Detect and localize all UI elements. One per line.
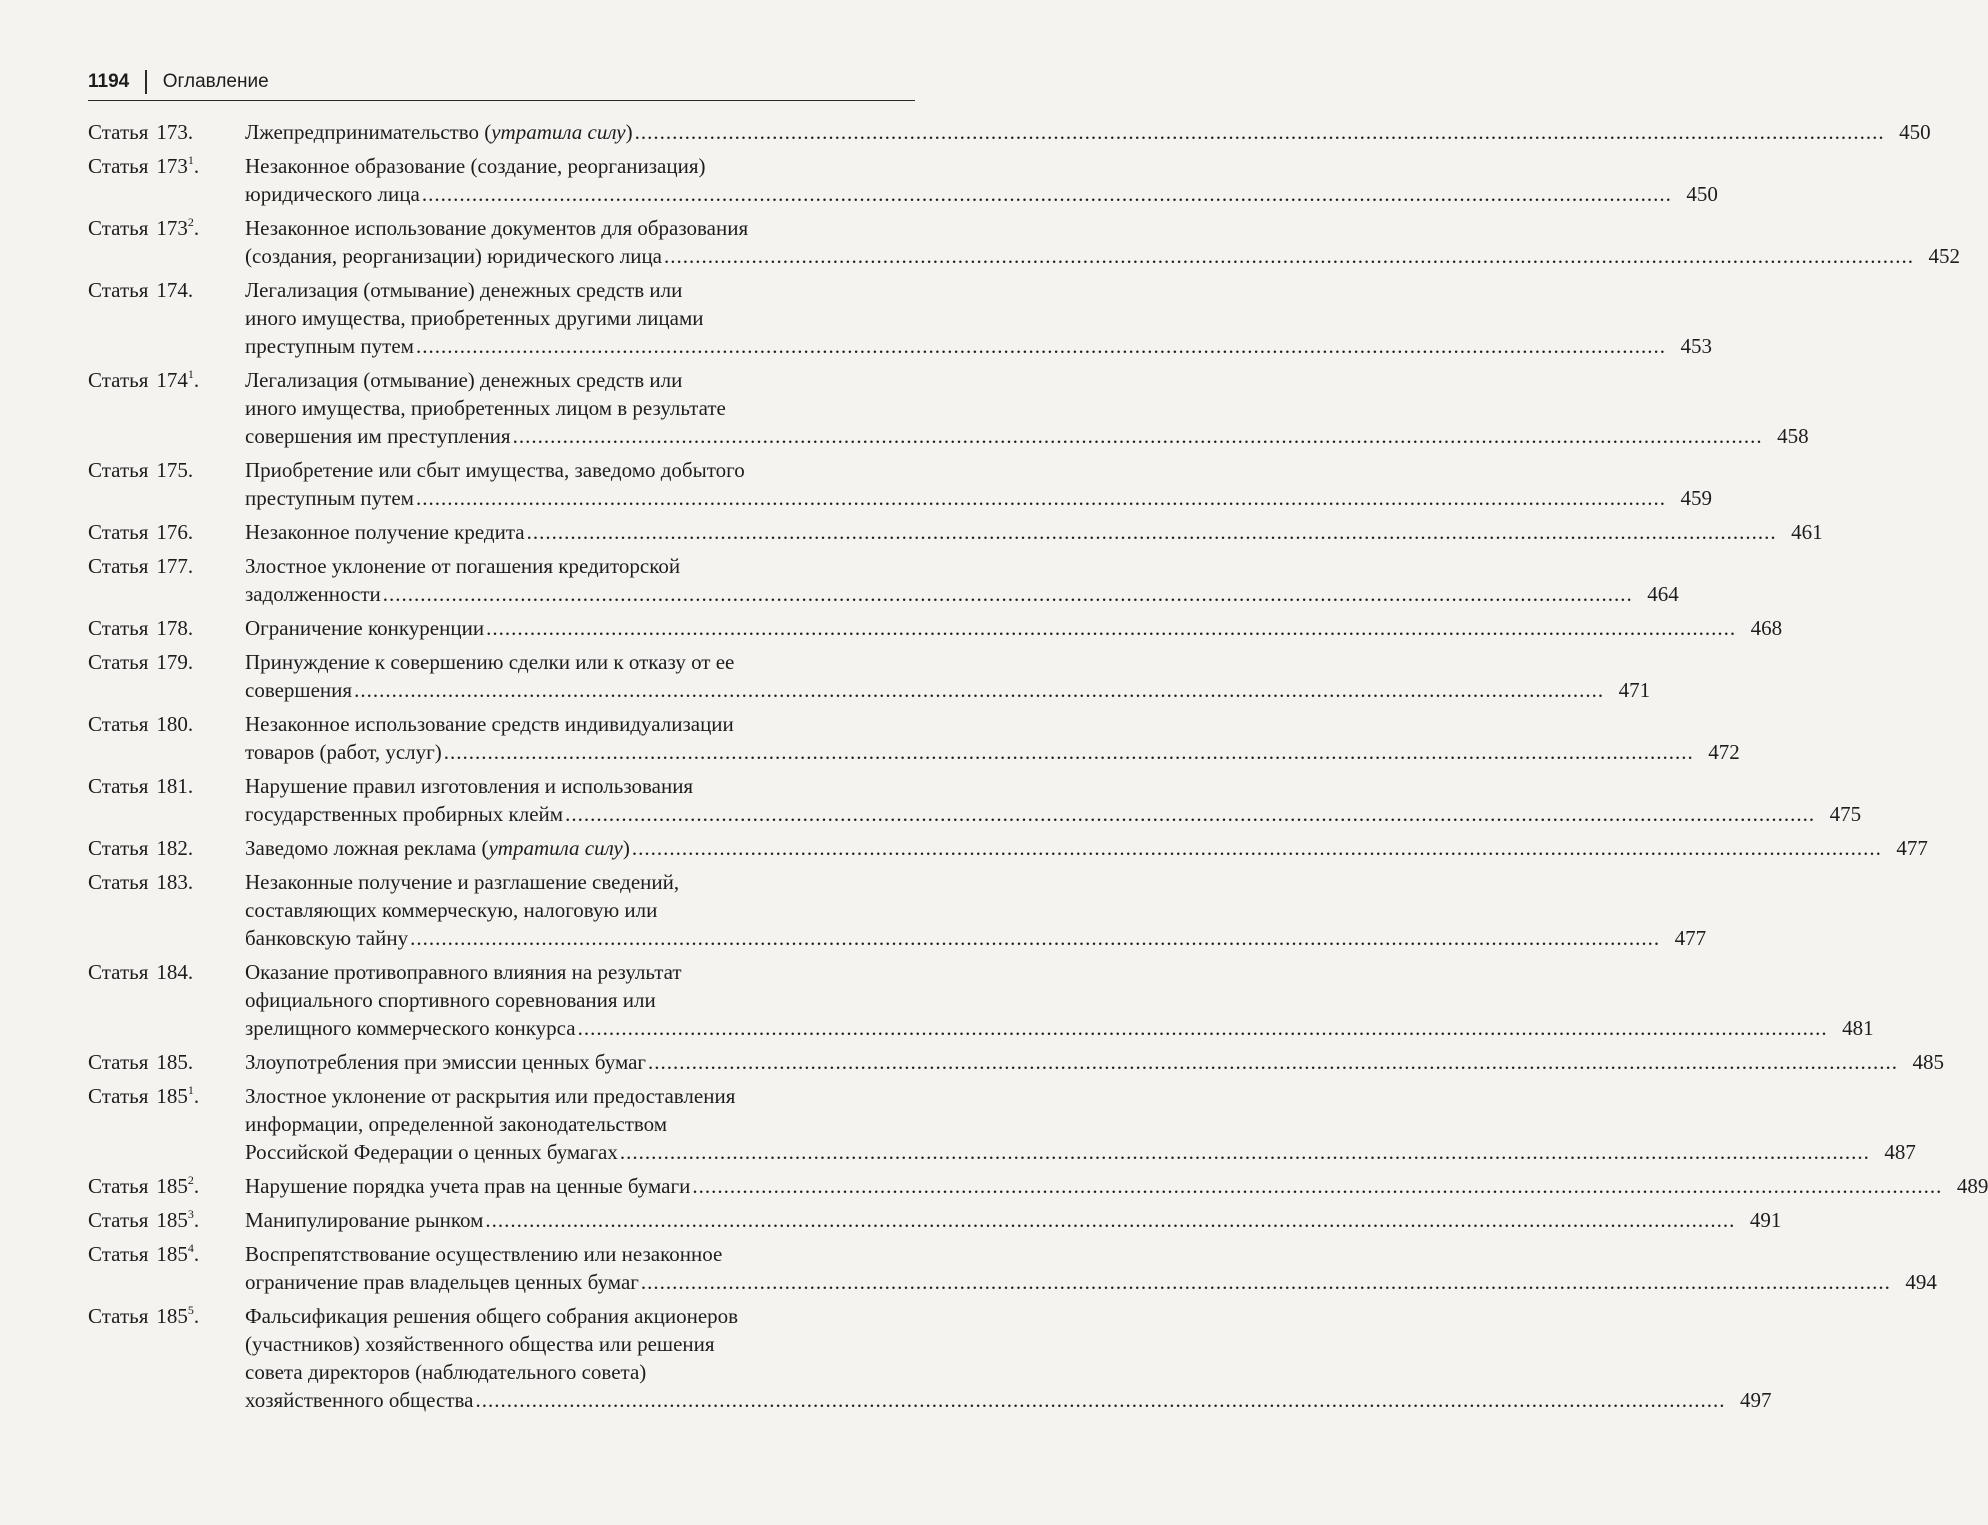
article-title — [245, 1206, 1782, 1234]
toc-entry[interactable] — [88, 1082, 1916, 1166]
title-line: (создания, реорганизации) юридического лица — [245, 244, 663, 268]
page-number: 1194 — [88, 71, 130, 92]
page-ref[interactable]: 471 — [1618, 678, 1651, 702]
dot-leader — [475, 1386, 1725, 1414]
title-line: Незаконные получение и разглашение сведений, — [245, 870, 680, 894]
article-title — [245, 1082, 1916, 1166]
title-line: ограничение прав владельцев ценных бумаг — [245, 1270, 639, 1294]
page-ref[interactable]: 452 — [1928, 244, 1961, 268]
dot-leader — [416, 332, 1666, 360]
title-line: преступным путем — [245, 486, 414, 510]
article-num: 173 — [156, 216, 188, 240]
article-label: Статья — [88, 836, 149, 860]
article-num: 182 — [156, 836, 188, 860]
article-number: Статья 179. — [88, 650, 194, 674]
title-line: иного имущества, приобретенных лицом в результате — [245, 396, 726, 420]
article-label: Статья — [88, 616, 149, 640]
toc-entry[interactable] — [88, 1302, 1772, 1414]
page-ref[interactable]: 477 — [1674, 926, 1707, 950]
dot-leader — [527, 518, 1777, 546]
article-number: Статья $185^3$. — [88, 1207, 200, 1232]
dot-leader — [664, 242, 1914, 270]
article-title — [245, 518, 1823, 546]
article-num: 173 — [156, 154, 188, 178]
article-superscript: 2 — [187, 215, 194, 229]
toc-entry[interactable] — [88, 366, 1809, 450]
article-num: 180 — [156, 712, 188, 736]
article-num: 181 — [156, 774, 188, 798]
page-ref[interactable]: 472 — [1708, 740, 1740, 764]
article-label: Статья — [88, 870, 149, 894]
article-num: 183 — [156, 870, 188, 894]
article-number: Статья 177. — [88, 554, 194, 578]
dot-leader — [485, 1206, 1735, 1234]
article-number: Статья $173^1$. — [88, 153, 200, 178]
article-title — [245, 648, 1650, 704]
section-title: Оглавление — [162, 71, 269, 92]
article-number: Статья 181. — [88, 774, 194, 798]
dot-leader — [416, 484, 1666, 512]
title-line: Нарушение правил изготовления и использования — [245, 774, 694, 798]
table-of-contents — [88, 118, 1988, 1420]
article-num: 177 — [156, 554, 188, 578]
title-line: Заведомо ложная реклама (утратила силу) — [245, 836, 630, 860]
article-title — [245, 1048, 1945, 1076]
article-label: Статья — [88, 278, 149, 302]
article-label: Статья — [88, 1050, 149, 1074]
article-number: Статья 185. — [88, 1050, 194, 1074]
article-number: Статья 174. — [88, 278, 194, 302]
article-num: 178 — [156, 616, 188, 640]
title-line: Легализация (отмывание) денежных средств или — [245, 278, 683, 302]
article-num: 185 — [156, 1050, 188, 1074]
article-title — [245, 868, 1707, 952]
article-label: Статья — [88, 1304, 149, 1328]
article-number: Статья 178. — [88, 616, 194, 640]
dot-leader — [486, 614, 1736, 642]
title-line: Незаконное использование документов для образования — [245, 216, 749, 240]
title-line: Легализация (отмывание) денежных средств или — [245, 368, 683, 392]
article-num: 184 — [156, 960, 188, 984]
article-num: 174 — [156, 278, 188, 302]
dot-leader — [410, 924, 1660, 952]
page-ref[interactable]: 487 — [1884, 1140, 1916, 1164]
dot-leader — [513, 422, 1763, 450]
title-line: Злостное уклонение от раскрытия или предоставления — [245, 1084, 736, 1108]
article-label: Статья — [88, 960, 149, 984]
title-line: Злостное уклонение от погашения кредиторской — [245, 554, 681, 578]
page-ref[interactable]: 453 — [1680, 334, 1712, 358]
title-line: юридического лица — [245, 182, 420, 206]
article-num: 185 — [156, 1174, 188, 1198]
article-label: Статья — [88, 154, 149, 178]
article-label: Статья — [88, 120, 149, 144]
article-num: 185 — [156, 1242, 188, 1266]
title-line: совершения — [245, 678, 353, 702]
toc-entry[interactable] — [88, 868, 1707, 952]
dot-leader — [692, 1172, 1942, 1200]
toc-entry[interactable] — [88, 1048, 1945, 1076]
toc-entry[interactable] — [88, 772, 1862, 828]
article-title — [245, 552, 1679, 608]
dot-leader — [444, 738, 1694, 766]
title-line: Нарушение порядка учета прав на ценные бумаги — [245, 1174, 691, 1198]
title-line: Манипулирование рынком — [245, 1208, 484, 1232]
article-title — [245, 276, 1712, 360]
article-number: Статья $173^2$. — [88, 215, 200, 240]
article-superscript: 2 — [187, 1173, 194, 1187]
title-line: совершения им преступления — [245, 424, 511, 448]
title-line: товаров (работ, услуг) — [245, 740, 442, 764]
article-title — [245, 214, 1961, 270]
article-label: Статья — [88, 1242, 149, 1266]
article-number: Статья $174^1$. — [88, 367, 200, 392]
article-label: Статья — [88, 216, 149, 240]
title-line: Незаконное использование средств индивидуализации — [245, 712, 734, 736]
toc-entry[interactable] — [88, 1172, 1988, 1200]
toc-entry[interactable] — [88, 958, 1874, 1042]
toc-entry[interactable] — [88, 214, 1961, 270]
article-superscript: 1 — [187, 367, 194, 381]
article-number: Статья $185^4$. — [88, 1241, 200, 1266]
article-number: Статья 175. — [88, 458, 194, 482]
article-label: Статья — [88, 520, 149, 544]
page-ref[interactable]: 461 — [1791, 520, 1823, 544]
running-header — [88, 64, 915, 101]
page-ref[interactable]: 459 — [1680, 486, 1712, 510]
article-label: Статья — [88, 1174, 149, 1198]
page-ref[interactable]: 458 — [1777, 424, 1809, 448]
article-superscript: 1 — [187, 1083, 194, 1097]
title-line: информации, определенной законодательством — [245, 1112, 668, 1136]
toc-entry[interactable] — [88, 834, 1928, 862]
article-number: Статья 184. — [88, 960, 194, 984]
article-label: Статья — [88, 650, 149, 674]
toc-entry[interactable] — [88, 648, 1651, 704]
title-line: Злоупотребления при эмиссии ценных бумаг — [245, 1050, 647, 1074]
dot-leader — [635, 118, 1885, 146]
article-num: 176 — [156, 520, 188, 544]
article-number: Статья 180. — [88, 712, 194, 736]
toc-entry[interactable] — [88, 1206, 1782, 1234]
article-number: Статья 176. — [88, 520, 194, 544]
article-title — [245, 772, 1862, 828]
article-num: 185 — [156, 1084, 188, 1108]
title-line: составляющих коммерческую, налоговую или — [245, 898, 658, 922]
article-title — [245, 1240, 1937, 1296]
page-ref[interactable]: 489 — [1956, 1174, 1988, 1198]
title-line: Ограничение конкуренции — [245, 616, 485, 640]
article-title — [245, 152, 1718, 208]
article-number: Статья $185^5$. — [88, 1303, 200, 1328]
article-label: Статья — [88, 1208, 149, 1232]
toc-entry[interactable] — [88, 518, 1823, 546]
article-title — [245, 456, 1712, 512]
title-line: иного имущества, приобретенных другими лицами — [245, 306, 704, 330]
article-title — [245, 710, 1740, 766]
toc-entry[interactable] — [88, 710, 1740, 766]
article-label: Статья — [88, 554, 149, 578]
article-title — [245, 834, 1928, 862]
article-num: 173 — [156, 120, 188, 144]
dot-leader — [648, 1048, 1898, 1076]
title-line: преступным путем — [245, 334, 414, 358]
title-line: совета директоров (наблюдательного совета) — [245, 1360, 647, 1384]
toc-entry[interactable] — [88, 276, 1712, 360]
article-superscript: 5 — [187, 1303, 194, 1317]
article-label: Статья — [88, 712, 149, 736]
article-label: Статья — [88, 1084, 149, 1108]
dot-leader — [620, 1138, 1870, 1166]
article-number: Статья 173. — [88, 120, 194, 144]
dot-leader — [578, 1014, 1828, 1042]
toc-entry[interactable] — [88, 152, 1718, 208]
title-line: Российской Федерации о ценных бумагах — [245, 1140, 618, 1164]
article-number: Статья $185^2$. — [88, 1173, 200, 1198]
article-title — [245, 118, 1931, 146]
dot-leader — [641, 1268, 1891, 1296]
dot-leader — [354, 676, 1604, 704]
title-line: (участников) хозяйственного общества или решения — [245, 1332, 715, 1356]
article-title — [245, 1172, 1988, 1200]
article-num: 175 — [156, 458, 188, 482]
article-num: 179 — [156, 650, 188, 674]
page-ref[interactable]: 475 — [1829, 802, 1862, 826]
article-number: Статья $185^1$. — [88, 1083, 200, 1108]
page-ref[interactable]: 485 — [1912, 1050, 1945, 1074]
title-line: Незаконное образование (создание, реорганизация) — [245, 154, 706, 178]
article-title — [245, 614, 1783, 642]
page-ref[interactable]: 494 — [1905, 1270, 1937, 1294]
dot-leader — [632, 834, 1882, 862]
dot-leader — [383, 580, 1633, 608]
dot-leader — [422, 180, 1672, 208]
article-title — [245, 366, 1809, 450]
article-title — [245, 958, 1874, 1042]
page-ref[interactable]: 497 — [1739, 1388, 1772, 1412]
title-line: официального спортивного соревнования или — [245, 988, 656, 1012]
title-line: Незаконное получение кредита — [245, 520, 525, 544]
header-separator — [145, 70, 147, 94]
page-ref[interactable]: 468 — [1750, 616, 1783, 640]
title-line: Лжепредпринимательство (утратила силу) — [245, 120, 633, 144]
article-num: 185 — [156, 1208, 188, 1232]
title-line: Воспрепятствование осуществлению или незаконное — [245, 1242, 723, 1266]
title-line: зрелищного коммерческого конкурса — [245, 1016, 576, 1040]
title-line: Приобретение или сбыт имущества, заведомо добытого — [245, 458, 745, 482]
article-superscript: 4 — [187, 1241, 194, 1255]
title-line: Фальсификация решения общего собрания акционеров — [245, 1304, 739, 1328]
toc-entry[interactable] — [88, 456, 1712, 512]
toc-entry[interactable] — [88, 552, 1679, 608]
article-title — [245, 1302, 1772, 1414]
page-ref[interactable]: 464 — [1647, 582, 1679, 606]
article-number: Статья 183. — [88, 870, 194, 894]
toc-entry[interactable] — [88, 614, 1783, 642]
article-superscript: 3 — [187, 1207, 194, 1221]
article-label: Статья — [88, 458, 149, 482]
title-line: задолженности — [245, 582, 381, 606]
dot-leader — [565, 800, 1815, 828]
title-line: государственных пробирных клейм — [245, 802, 564, 826]
page-ref[interactable]: 477 — [1896, 836, 1928, 860]
page-ref[interactable]: 450 — [1686, 182, 1718, 206]
toc-entry[interactable] — [88, 1240, 1937, 1296]
article-label: Статья — [88, 774, 149, 798]
article-label: Статья — [88, 368, 149, 392]
toc-entry[interactable] — [88, 118, 1931, 146]
page-ref[interactable]: 491 — [1749, 1208, 1782, 1232]
title-line: Принуждение к совершению сделки или к отказу от ее — [245, 650, 735, 674]
title-line: хозяйственного общества — [245, 1388, 474, 1412]
article-number: Статья 182. — [88, 836, 194, 860]
page-ref[interactable]: 450 — [1899, 120, 1931, 144]
article-num: 185 — [156, 1304, 188, 1328]
page-ref[interactable]: 481 — [1842, 1016, 1874, 1040]
article-superscript: 1 — [187, 153, 194, 167]
title-line: банковскую тайну — [245, 926, 409, 950]
title-line: Оказание противоправного влияния на результат — [245, 960, 682, 984]
article-num: 174 — [156, 368, 188, 392]
